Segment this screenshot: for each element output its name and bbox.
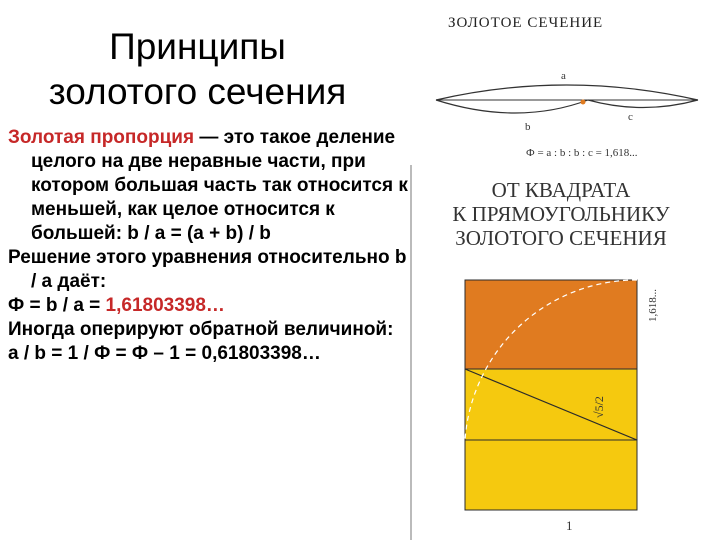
title-line-2: золотого сечения [48, 71, 347, 112]
diagonal-label: √5/2 [592, 396, 606, 418]
golden-section-illustration [408, 0, 720, 540]
square-title-3: ЗОЛОТОГО СЕЧЕНИЯ [455, 226, 667, 250]
definition-text: — это такое деление целого на две неравные части, при котором большая часть так относится к меньшей, как целое относится к большей: b / a = (a + b) / b [31, 127, 408, 244]
paragraph-inverse-formula: a / b = 1 / Ф = Ф – 1 = 0,61803398… [8, 343, 321, 364]
label-c: c [628, 111, 633, 123]
paragraph-solution: Решение этого уравнения относительно b / a даёт: [8, 247, 407, 292]
title-line-1: Принципы [109, 26, 286, 67]
division-point [581, 100, 586, 105]
figure-heading: ЗОЛОТОЕ СЕЧЕНИЕ [448, 15, 604, 31]
illustration-svg [408, 0, 720, 540]
side-label: 1,618... [647, 289, 659, 322]
bottom-label: 1 [566, 518, 573, 533]
arc-c [588, 100, 698, 108]
phi-prefix: Ф = b / a = [8, 295, 106, 316]
paragraph-inverse: Иногда оперируют обратной величиной: [8, 319, 394, 340]
label-b: b [525, 121, 531, 133]
term-golden-ratio: Золотая пропорция [8, 127, 195, 148]
paragraph-definition [8, 126, 408, 246]
label-a: a [561, 70, 566, 82]
arc-a [436, 85, 698, 100]
body-text [8, 126, 408, 366]
formula-text: Ф = a : b : b : c = 1,618... [526, 147, 638, 159]
slide-title [10, 24, 385, 114]
paragraph-phi [8, 294, 408, 318]
phi-value: 1,61803398… [105, 295, 225, 316]
arc-b [436, 100, 588, 113]
orange-rectangle [465, 280, 637, 369]
square-title-1: ОТ КВАДРАТА [491, 178, 631, 202]
square-title-2: К ПРЯМОУГОЛЬНИКУ [452, 202, 670, 226]
